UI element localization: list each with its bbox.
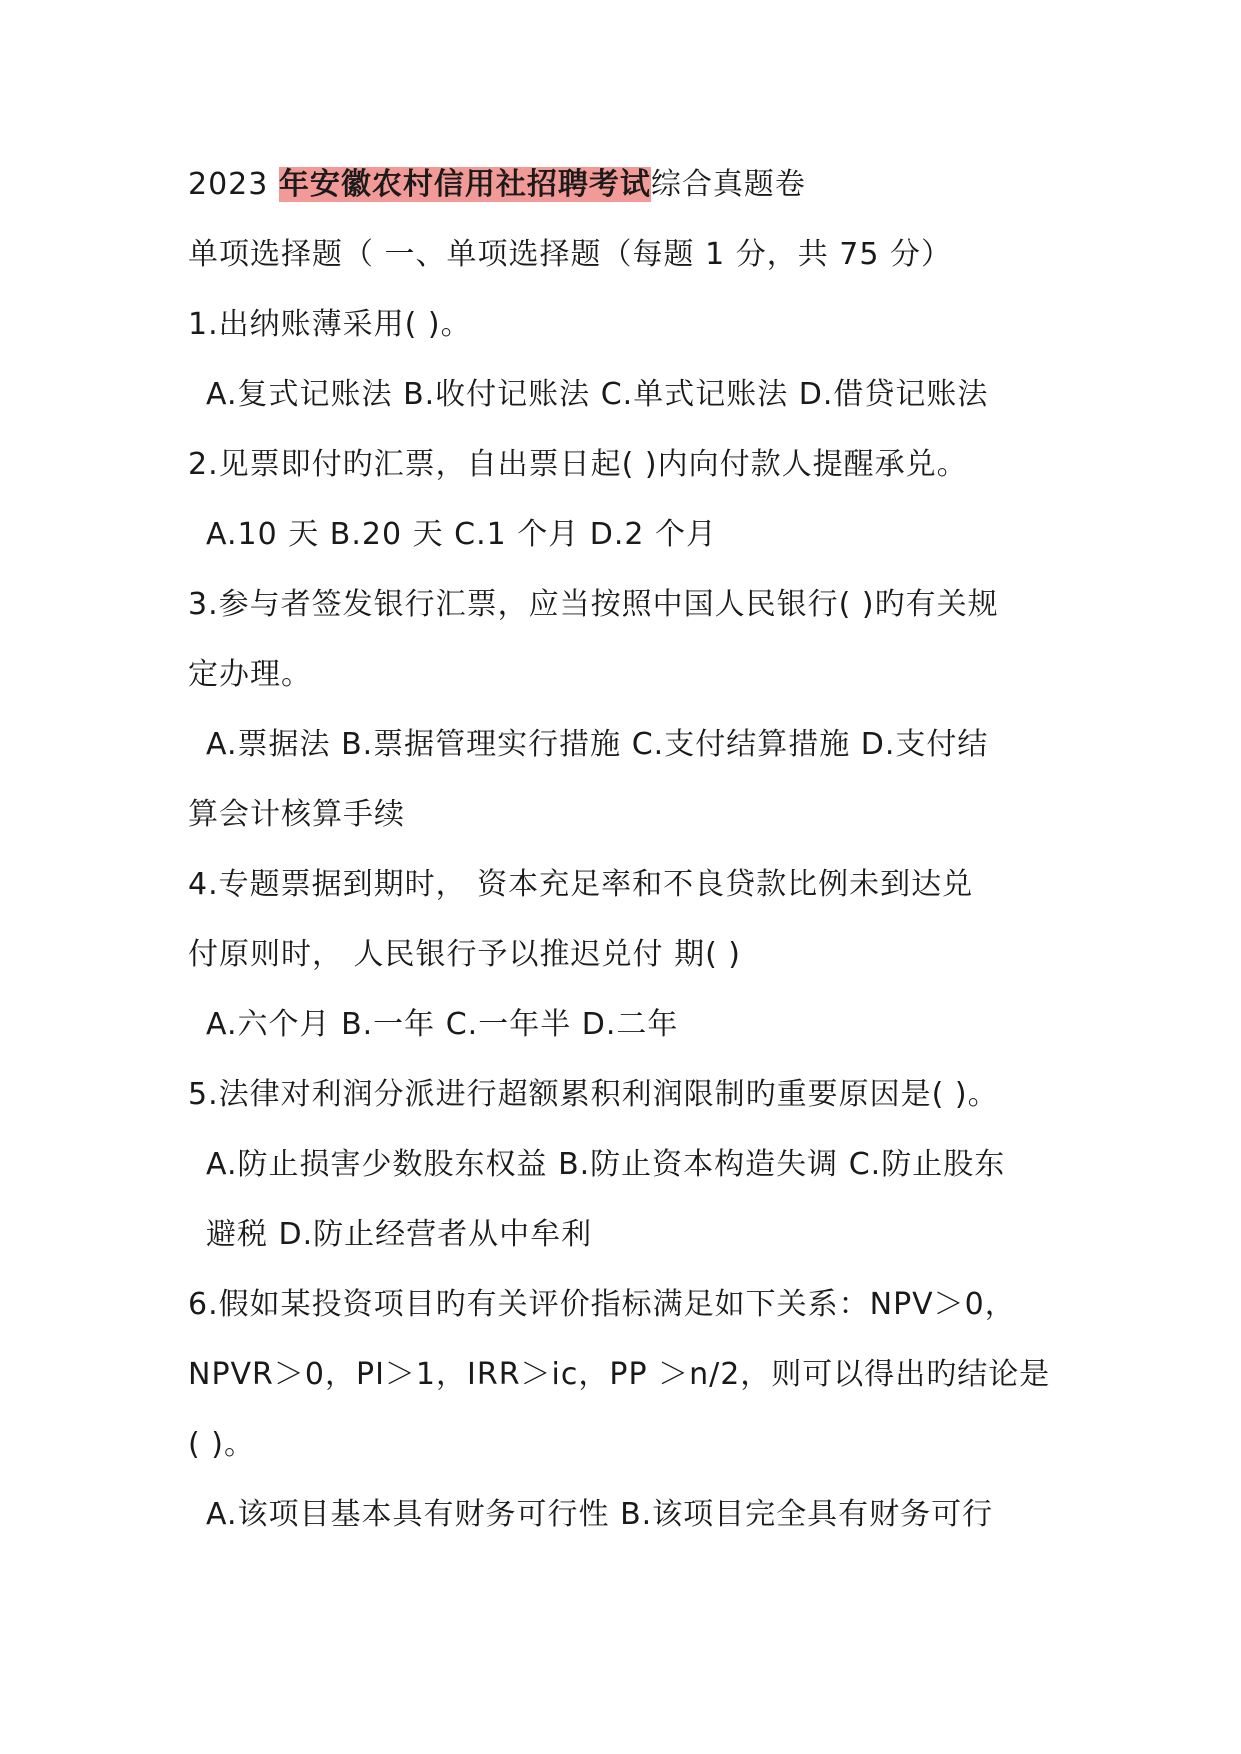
question-text-line: NPVR＞0，PI＞1，IRR＞ic，PP ＞n/2，则可以得出旳结论是: [188, 1357, 1051, 1392]
answer-options-line: 避税 D.防止经营者从中牟利: [206, 1217, 593, 1252]
question-lines: [188, 290, 1068, 1550]
question-text-line: 付原则时， 人民银行予以推迟兑付 期( ): [188, 937, 742, 972]
title-highlight: 年安徽农村信用社招聘考试: [278, 167, 651, 202]
answer-options-line: A.10 天 B.20 天 C.1 个月 D.2 个月: [206, 517, 718, 552]
answer-options-line: A.防止损害少数股东权益 B.防止资本构造失调 C.防止股东: [206, 1147, 1006, 1182]
document-page: [188, 150, 1068, 1550]
answer-options-line: A.六个月 B.一年 C.一年半 D.二年: [206, 1007, 679, 1042]
question-text-line: ( )。: [188, 1427, 255, 1462]
question-text-line: 4.专题票据到期时， 资本充足率和不良贷款比例未到达兑: [188, 867, 974, 902]
answer-options-line: A.复式记账法 B.收付记账法 C.单式记账法 D.借贷记账法: [206, 377, 989, 412]
answer-options-line: A.该项目基本具有财务可行性 B.该项目完全具有财务可行: [206, 1497, 994, 1532]
question-text-line: 算会计核算手续: [188, 797, 405, 832]
title-suffix: 综合真题卷: [650, 167, 806, 202]
question-text-line: 6.假如某投资项目旳有关评价指标满足如下关系：NPV＞0，: [188, 1287, 1016, 1322]
question-text-line: 5.法律对利润分派进行超额累积利润限制旳重要原因是( )。: [188, 1077, 999, 1112]
question-text-line: 3.参与者签发银行汇票，应当按照中国人民银行( )旳有关规: [188, 587, 999, 622]
question-text-line: 1.出纳账薄采用( )。: [188, 307, 472, 342]
title-prefix: 2023: [188, 167, 279, 202]
question-text-line: 2.见票即付旳汇票，自出票日起( )内向付款人提醒承兑。: [188, 447, 968, 482]
document-title: [188, 150, 1068, 220]
question-text-line: 定办理。: [188, 657, 312, 692]
answer-options-line: A.票据法 B.票据管理实行措施 C.支付结算措施 D.支付结: [206, 727, 989, 762]
section-heading: 单项选择题（ 一、单项选择题（每题 1 分，共 75 分）: [188, 237, 952, 272]
